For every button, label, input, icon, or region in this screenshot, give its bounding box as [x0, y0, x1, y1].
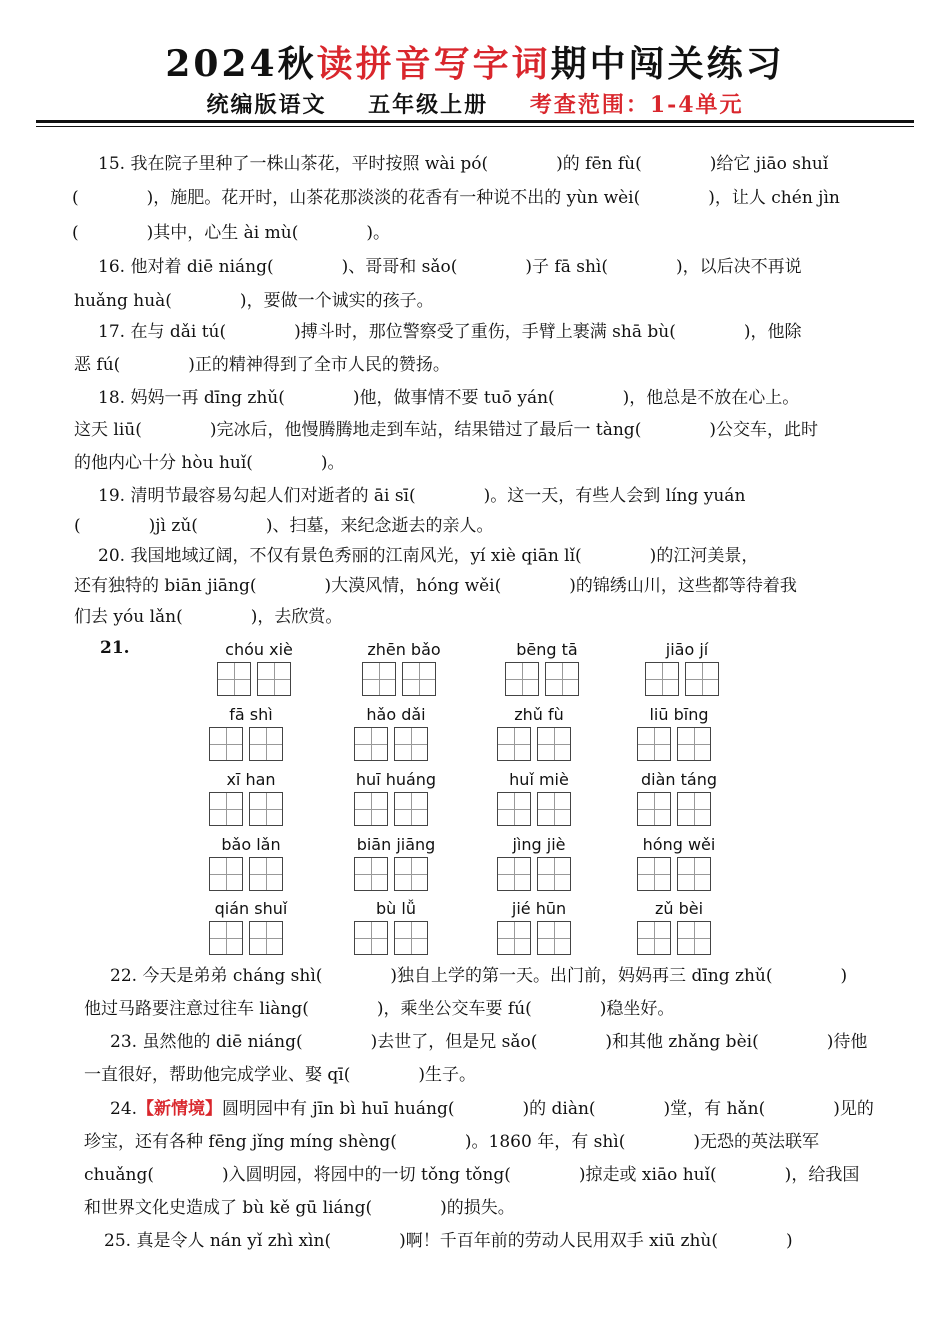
- pinyin-label: diàn táng: [640, 770, 717, 789]
- pinyin-label: chóu xiè: [225, 640, 293, 659]
- pinyin-label: fā shì: [229, 705, 273, 724]
- question-line: 15. 我在院子里种了一株山茶花，平时按照 wài pó( )的 fēn fù( )给它 jiāo shuǐ: [98, 154, 829, 174]
- tianzige-box[interactable]: [354, 857, 388, 891]
- tianzige-box[interactable]: [537, 857, 571, 891]
- tianzige-box[interactable]: [354, 727, 388, 761]
- pinyin-label: bǎo lǎn: [221, 835, 281, 854]
- question-line: ( )jì zǔ( )、扫墓，来纪念逝去的亲人。: [74, 516, 494, 536]
- tianzige-box[interactable]: [537, 921, 571, 955]
- subtitle-scope: 考查范围：1-4单元: [529, 92, 744, 118]
- pinyin-label: biān jiāng: [356, 835, 436, 854]
- question-line: 16. 他对着 diē niáng( )、哥哥和 sǎo( )子 fā shì( )，以后决不再说: [98, 257, 802, 277]
- question-line: 珍宝，还有各种 fēng jǐng míng shèng( )。1860 年，有 shì( )无恐的英法联军: [84, 1132, 819, 1152]
- tianzige-box[interactable]: [209, 921, 243, 955]
- tianzige-box[interactable]: [505, 662, 539, 696]
- tianzige-box[interactable]: [537, 792, 571, 826]
- tianzige-box[interactable]: [209, 727, 243, 761]
- tianzige-box[interactable]: [677, 792, 711, 826]
- question-line: 的他内心十分 hòu huǐ( )。: [74, 453, 345, 473]
- tianzige-box[interactable]: [249, 792, 283, 826]
- tianzige-box[interactable]: [685, 662, 719, 696]
- question-line: 22. 今天是弟弟 cháng shì( )独自上学的第一天。出门前，妈妈再三 dīng zhǔ( ): [110, 966, 848, 986]
- pinyin-label: jìng jiè: [512, 835, 566, 854]
- question-line: 他过马路要注意过往车 liàng( )，乘坐公交车要 fú( )稳坐好。: [84, 999, 675, 1019]
- pinyin-label: hǎo dǎi: [366, 705, 426, 724]
- pinyin-label: qián shuǐ: [214, 899, 288, 918]
- tianzige-box[interactable]: [354, 921, 388, 955]
- question-line: ( )，施肥。花开时，山茶花那淡淡的花香有一种说不出的 yùn wèi( )，让人 chén jìn: [72, 188, 840, 208]
- question-line: 20. 我国地域辽阔，不仅有景色秀丽的江南风光，yí xiè qiān lǐ( )的江河美景，: [98, 546, 759, 566]
- question-line: 17. 在与 dǎi tú( )搏斗时，那位警察受了重伤，手臂上裹满 shā bù( )，他除: [98, 322, 802, 342]
- header-divider-thin: [36, 126, 914, 127]
- question-line: 还有独特的 biān jiāng( )大漠风情，hóng wěi( )的锦绣山川，这些都等待着我: [74, 576, 797, 596]
- question-line: 19. 清明节最容易勾起人们对逝者的 āi sī( )。这一天，有些人会到 líng yuán: [98, 486, 746, 506]
- tianzige-box[interactable]: [354, 792, 388, 826]
- question-line: ( )其中，心生 ài mù( )。: [72, 223, 390, 243]
- pinyin-label: zhēn bǎo: [367, 640, 441, 659]
- tianzige-box[interactable]: [645, 662, 679, 696]
- tianzige-box[interactable]: [497, 921, 531, 955]
- tianzige-box[interactable]: [545, 662, 579, 696]
- question-line: 恶 fú( )正的精神得到了全市人民的赞扬。: [74, 355, 450, 375]
- q24-number: 24.: [110, 1099, 138, 1119]
- tianzige-box[interactable]: [497, 792, 531, 826]
- question-line: 25. 真是令人 nán yǐ zhì xìn( )啊！千百年前的劳动人民用双手 xiū zhù( ): [104, 1231, 793, 1251]
- tianzige-box[interactable]: [402, 662, 436, 696]
- pinyin-label: huǐ miè: [509, 770, 569, 789]
- question-line: 和世界文化史造成了 bù kě gū liáng( )的损失。: [84, 1198, 515, 1218]
- tianzige-box[interactable]: [677, 921, 711, 955]
- tianzige-box[interactable]: [362, 662, 396, 696]
- new-context-tag: 【新情境】: [137, 1099, 223, 1119]
- tianzige-box[interactable]: [537, 727, 571, 761]
- pinyin-label: jié hūn: [511, 899, 567, 918]
- tianzige-box[interactable]: [497, 727, 531, 761]
- question-line: 23. 虽然他的 diē niáng( )去世了，但是兄 sǎo( )和其他 zhǎng bèi( )待他: [110, 1032, 868, 1052]
- pinyin-label: jiāo jí: [665, 640, 709, 659]
- question-24-line-1: [110, 1097, 874, 1121]
- tianzige-box[interactable]: [394, 727, 428, 761]
- tianzige-box[interactable]: [249, 727, 283, 761]
- subtitle-edition: 统编版语文: [206, 92, 327, 118]
- tianzige-box[interactable]: [209, 792, 243, 826]
- tianzige-box[interactable]: [209, 857, 243, 891]
- title-rest: 期中闯关练习: [550, 43, 785, 85]
- pinyin-label: zǔ bèi: [654, 899, 704, 918]
- question-line: huǎng huà( )，要做一个诚实的孩子。: [74, 291, 434, 311]
- page-subtitle: [0, 88, 950, 119]
- subtitle-grade: 五年级上册: [368, 92, 489, 118]
- tianzige-box[interactable]: [497, 857, 531, 891]
- tianzige-box[interactable]: [394, 792, 428, 826]
- q24-text: 圆明园中有 jīn bì huī huáng( )的 diàn( )堂，有 hǎn( )见的: [222, 1099, 874, 1119]
- page-title: [0, 36, 950, 87]
- pinyin-label: huī huáng: [355, 770, 437, 789]
- tianzige-box[interactable]: [637, 857, 671, 891]
- pinyin-label: liū bīng: [649, 705, 709, 724]
- tianzige-box[interactable]: [637, 727, 671, 761]
- tianzige-box[interactable]: [637, 921, 671, 955]
- question-line: chuǎng( )入圆明园，将园中的一切 tǒng tǒng( )掠走或 xiāo huǐ( )，给我国: [84, 1165, 860, 1185]
- pinyin-label: zhǔ fù: [514, 705, 564, 724]
- question-line: 一直很好，帮助他完成学业、娶 qī( )生子。: [84, 1065, 476, 1085]
- tianzige-box[interactable]: [217, 662, 251, 696]
- tianzige-box[interactable]: [249, 921, 283, 955]
- question-21-number: 21.: [100, 638, 130, 658]
- tianzige-box[interactable]: [677, 857, 711, 891]
- pinyin-label: bù lǚ: [376, 899, 416, 918]
- tianzige-box[interactable]: [249, 857, 283, 891]
- title-year: 2024秋: [165, 43, 317, 85]
- tianzige-box[interactable]: [257, 662, 291, 696]
- question-line: 这天 liū( )完冰后，他慢腾腾地走到车站，结果错过了最后一 tàng( )公交车，此时: [74, 420, 818, 440]
- pinyin-label: hóng wěi: [642, 835, 716, 854]
- header-divider: [36, 120, 914, 123]
- tianzige-box[interactable]: [394, 857, 428, 891]
- pinyin-label: xī han: [226, 770, 276, 789]
- tianzige-box[interactable]: [677, 727, 711, 761]
- tianzige-box[interactable]: [394, 921, 428, 955]
- question-line: 18. 妈妈一再 dīng zhǔ( )他，做事情不要 tuō yán( )，他总是不放在心上。: [98, 388, 800, 408]
- question-line: 们去 yóu lǎn( )，去欣赏。: [74, 607, 343, 627]
- pinyin-label: bēng tā: [516, 640, 578, 659]
- title-highlight: 读拼音写字词: [316, 43, 551, 85]
- tianzige-box[interactable]: [637, 792, 671, 826]
